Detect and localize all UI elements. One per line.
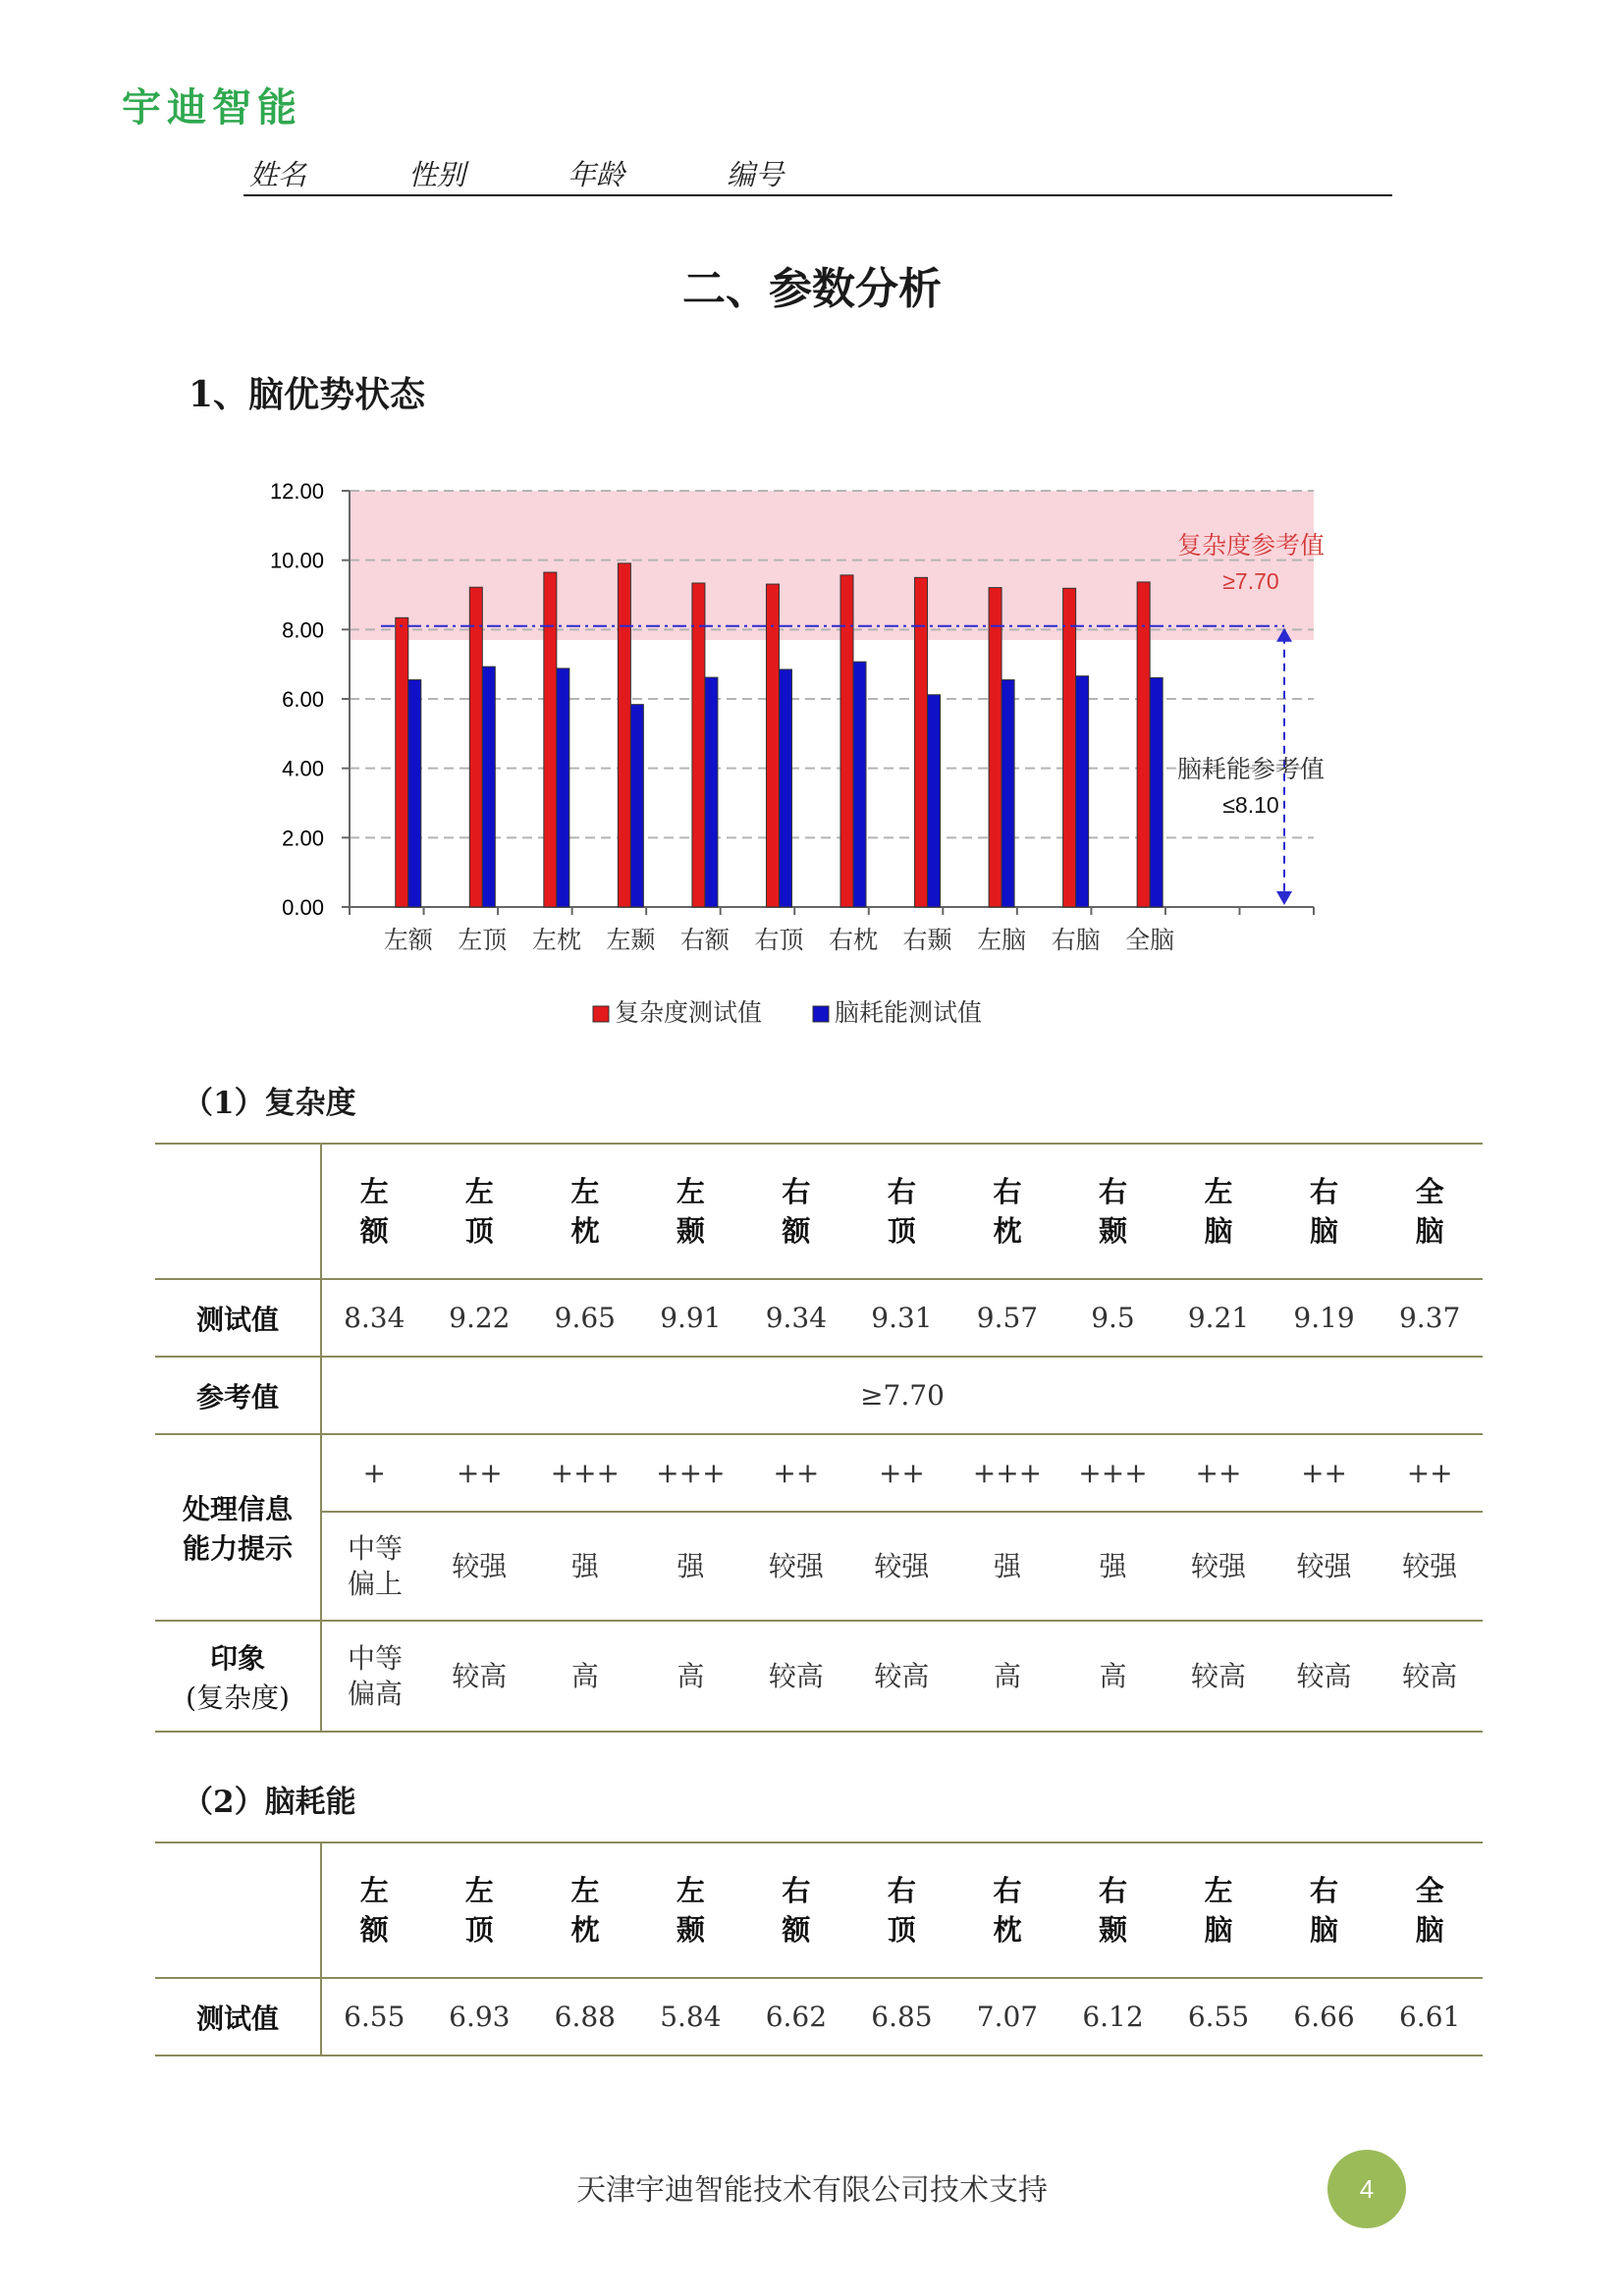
column-header [532, 1144, 638, 1279]
complexity-table [155, 1143, 1483, 1733]
column-header-char: 脑 [1415, 1214, 1444, 1248]
energy-test-value: 6.93 [427, 1978, 533, 2056]
column-header-char: 左 [570, 1175, 600, 1208]
patient-info-header [244, 147, 1392, 196]
column-header-char: 枕 [993, 1214, 1022, 1248]
y-tick-label: 6.00 [282, 687, 324, 712]
column-header [1165, 1144, 1272, 1279]
column-header [638, 1144, 744, 1279]
complexity-bar [766, 584, 779, 907]
impression-word-line: 高 [1099, 1659, 1127, 1692]
impression-word-line: 中等 [348, 1641, 404, 1675]
footer-text: 天津宇迪智能技术有限公司技术支持 [576, 2173, 1048, 2208]
impression-word [743, 1621, 849, 1732]
id-field-label: 编号 [727, 158, 785, 191]
x-category-label: 全脑 [1125, 926, 1175, 954]
column-header-char: 左 [1204, 1175, 1233, 1208]
x-category-label: 右枕 [828, 926, 879, 954]
legend-label-energy: 脑耗能测试值 [835, 998, 983, 1027]
column-header [743, 1144, 849, 1279]
legend-swatch-energy [813, 1006, 829, 1022]
impression-word-line: 高 [677, 1659, 705, 1692]
impression-label [155, 1621, 321, 1732]
column-header-char: 左 [1204, 1874, 1233, 1907]
impression-word-line: 较高 [1191, 1659, 1247, 1692]
column-header-char: 额 [782, 1913, 811, 1947]
column-header [1377, 1842, 1483, 1978]
energy-test-value: 6.85 [849, 1978, 955, 2056]
impression-label-line: 印象 [209, 1641, 265, 1675]
complexity-test-value: 9.31 [849, 1279, 955, 1357]
x-category-label: 右额 [679, 926, 730, 954]
column-header-char: 脑 [1415, 1913, 1444, 1947]
impression-word-line: 高 [993, 1659, 1021, 1692]
column-header-char: 右 [782, 1874, 811, 1907]
column-header-char: 枕 [570, 1214, 600, 1248]
column-header [427, 1842, 533, 1978]
impression-word [638, 1621, 744, 1732]
impression-label-line: (复杂度) [186, 1681, 290, 1714]
column-header-char: 脑 [1204, 1214, 1233, 1248]
ability-word-line: 强 [993, 1549, 1021, 1582]
ability-word-line: 中等 [348, 1531, 404, 1565]
complexity-bar [469, 587, 482, 907]
energy-test-row [155, 1978, 1483, 2056]
energy-test-value: 6.55 [1165, 1978, 1272, 2056]
ability-mark: ++ [1165, 1434, 1272, 1512]
x-category-label: 左脑 [977, 926, 1027, 954]
column-header [1272, 1842, 1378, 1978]
y-tick-label: 8.00 [282, 617, 324, 643]
complexity-bar [692, 583, 705, 907]
column-header-char: 左 [359, 1874, 389, 1907]
energy-test-value: 6.88 [532, 1978, 638, 2056]
energy-test-value: 6.12 [1060, 1978, 1166, 2056]
ability-mark: ++ [1377, 1434, 1483, 1512]
header-corner-cell [155, 1842, 321, 1978]
x-category-label: 左颞 [606, 926, 656, 954]
column-header-char: 右 [993, 1874, 1022, 1907]
column-header-char: 颞 [1098, 1913, 1127, 1947]
energy-bar [557, 668, 569, 907]
impression-word [532, 1621, 638, 1732]
column-header-char: 左 [676, 1175, 705, 1208]
column-header-char: 额 [359, 1214, 389, 1248]
column-header [743, 1842, 849, 1978]
complexity-bar [544, 572, 557, 907]
complexity-test-value: 9.34 [743, 1279, 849, 1357]
complexity-test-row [155, 1279, 1483, 1357]
column-header-char: 右 [1098, 1175, 1127, 1208]
complexity-test-value: 9.22 [427, 1279, 533, 1357]
energy-bar [779, 669, 791, 907]
complexity-impression-row [155, 1621, 1483, 1732]
complexity-marks-row [155, 1434, 1483, 1512]
ability-mark: +++ [1060, 1434, 1166, 1512]
energy-bar [1150, 677, 1163, 907]
ability-word-line: 较强 [768, 1549, 824, 1582]
ability-word-line: 较强 [1296, 1549, 1352, 1582]
ability-word-line: 较强 [1402, 1549, 1458, 1582]
column-header-char: 右 [1310, 1874, 1339, 1907]
column-header-char: 左 [570, 1874, 600, 1907]
energy-test-value: 7.07 [954, 1978, 1060, 2056]
column-header-char: 右 [887, 1874, 916, 1907]
x-category-label: 左枕 [531, 926, 581, 954]
column-header-char: 全 [1415, 1874, 1444, 1907]
brain-dominance-chart [236, 461, 1375, 1050]
ability-word-line: 强 [677, 1549, 705, 1582]
column-header [321, 1144, 427, 1279]
ability-word [743, 1512, 849, 1621]
y-tick-label: 10.00 [269, 548, 324, 573]
column-header [427, 1144, 533, 1279]
column-header [532, 1842, 638, 1978]
impression-word-line: 较高 [768, 1659, 824, 1692]
complexity-test-value: 9.21 [1165, 1279, 1272, 1357]
x-category-label: 右顶 [754, 926, 804, 954]
complexity-ref-row [155, 1357, 1483, 1434]
column-header-char: 右 [887, 1175, 916, 1208]
column-header-char: 颞 [676, 1913, 705, 1947]
impression-word-line: 较高 [874, 1659, 930, 1692]
column-header-char: 脑 [1204, 1913, 1233, 1947]
column-header-char: 左 [464, 1175, 494, 1208]
column-header-char: 枕 [993, 1913, 1022, 1947]
gender-field-label: 性别 [408, 158, 466, 191]
ability-word [1165, 1512, 1272, 1621]
name-field-label: 姓名 [249, 158, 307, 191]
energy-test-value: 6.61 [1377, 1978, 1483, 2056]
column-header [849, 1144, 955, 1279]
column-header-char: 顶 [464, 1913, 494, 1947]
column-header-char: 颞 [676, 1214, 705, 1248]
ability-word-line: 强 [1099, 1549, 1127, 1582]
complexity-test-value: 9.19 [1272, 1279, 1378, 1357]
complexity-bar [1063, 588, 1076, 907]
impression-word-line: 较高 [1296, 1659, 1352, 1692]
ability-word-line: 偏上 [348, 1567, 404, 1600]
column-header-char: 左 [676, 1874, 705, 1907]
legend-label-complexity: 复杂度测试值 [615, 998, 763, 1027]
ability-mark: + [321, 1434, 427, 1512]
energy-bar [630, 705, 643, 907]
impression-word-line: 偏高 [348, 1677, 404, 1710]
ability-mark: ++ [849, 1434, 955, 1512]
complexity-ref-value: ≥7.70 [1222, 568, 1279, 594]
column-header-char: 右 [1310, 1175, 1339, 1208]
energy-bar [1076, 676, 1089, 907]
ability-word [638, 1512, 744, 1621]
page-number-badge: 4 [1327, 2150, 1406, 2228]
complexity-header-row [155, 1144, 1483, 1279]
subsection-title: 1、脑优势状态 [189, 374, 426, 415]
complexity-ability-row [155, 1512, 1483, 1621]
column-header-char: 右 [1098, 1874, 1127, 1907]
impression-word [1272, 1621, 1378, 1732]
column-header-char: 额 [359, 1913, 389, 1947]
energy-test-value: 6.62 [743, 1978, 849, 2056]
column-header-char: 顶 [464, 1214, 494, 1248]
impression-word [321, 1621, 427, 1732]
ability-word [1272, 1512, 1378, 1621]
ability-mark: ++ [1272, 1434, 1378, 1512]
ability-word [849, 1512, 955, 1621]
column-header [1377, 1144, 1483, 1279]
energy-table-title: （2）脑耗能 [183, 1785, 356, 1820]
legend-swatch-complexity [593, 1006, 609, 1022]
complexity-bar [989, 588, 1001, 907]
complexity-test-value: 9.65 [532, 1279, 638, 1357]
x-category-label: 右颞 [902, 926, 952, 954]
ability-word-line: 较强 [1191, 1549, 1247, 1582]
impression-word [849, 1621, 955, 1732]
arrow-down-icon [1276, 891, 1292, 905]
energy-bar [1001, 680, 1014, 907]
impression-word-line: 较高 [452, 1659, 508, 1692]
y-tick-label: 12.00 [269, 479, 324, 504]
impression-word [1060, 1621, 1166, 1732]
ability-mark: ++ [427, 1434, 533, 1512]
column-header-char: 顶 [887, 1214, 916, 1248]
y-tick-label: 2.00 [282, 826, 324, 851]
complexity-bar [1137, 582, 1150, 907]
column-header [1060, 1144, 1166, 1279]
complexity-test-value: 8.34 [321, 1279, 427, 1357]
ability-label-line: 处理信息 [182, 1493, 293, 1525]
energy-test-value: 5.84 [638, 1978, 744, 2056]
column-header [1165, 1842, 1272, 1978]
column-header-char: 脑 [1310, 1214, 1339, 1248]
column-header [849, 1842, 955, 1978]
y-tick-label: 4.00 [282, 756, 324, 781]
ability-word-line: 较强 [874, 1549, 930, 1582]
x-category-label: 右脑 [1051, 926, 1101, 954]
column-header [1060, 1842, 1166, 1978]
ability-word [1060, 1512, 1166, 1621]
energy-bar [408, 680, 421, 907]
impression-word-line: 高 [570, 1659, 599, 1692]
column-header-char: 顶 [887, 1913, 916, 1947]
column-header-char: 右 [782, 1175, 811, 1208]
column-header [321, 1842, 427, 1978]
ability-label-line: 能力提示 [182, 1532, 293, 1565]
ability-word [1377, 1512, 1483, 1621]
complexity-test-value: 9.57 [954, 1279, 1060, 1357]
column-header-char: 颞 [1098, 1214, 1127, 1248]
ability-word [532, 1512, 638, 1621]
column-header-char: 脑 [1310, 1913, 1339, 1947]
column-header-char: 额 [782, 1214, 811, 1248]
header-corner-cell [155, 1144, 321, 1279]
impression-word [427, 1621, 533, 1732]
brand-logo: 宇迪智能 [122, 85, 302, 131]
complexity-ref-label: 复杂度参考值 [1176, 531, 1326, 560]
complexity-test-value: 9.91 [638, 1279, 744, 1357]
chart-svg [236, 461, 1375, 1050]
impression-word [954, 1621, 1060, 1732]
column-header-char: 全 [1415, 1175, 1444, 1208]
impression-word [1165, 1621, 1272, 1732]
energy-ref-value: ≤8.10 [1222, 792, 1279, 818]
energy-bar [705, 677, 718, 907]
ref-value-label: 参考值 [155, 1357, 321, 1434]
energy-table [155, 1842, 1483, 2056]
energy-bar [482, 667, 495, 907]
y-tick-label: 0.00 [282, 895, 324, 920]
complexity-ref-band [350, 491, 1314, 640]
energy-bar [928, 695, 941, 907]
impression-word-line: 较高 [1402, 1659, 1458, 1692]
complexity-bar [840, 575, 853, 907]
energy-test-value: 6.66 [1272, 1978, 1378, 2056]
column-header-char: 左 [359, 1175, 389, 1208]
ability-word [954, 1512, 1060, 1621]
ability-word-line: 强 [570, 1549, 599, 1582]
energy-bar [853, 662, 866, 907]
test-value-label: 测试值 [155, 1978, 321, 2056]
complexity-test-value: 9.37 [1377, 1279, 1483, 1357]
energy-test-value: 6.55 [321, 1978, 427, 2056]
ref-value: ≥7.70 [321, 1357, 1483, 1434]
column-header-char: 枕 [570, 1913, 600, 1947]
energy-ref-label: 脑耗能参考值 [1176, 755, 1326, 783]
x-category-label: 左额 [383, 926, 433, 954]
ability-mark: +++ [954, 1434, 1060, 1512]
impression-word [1377, 1621, 1483, 1732]
ability-word-line: 较强 [452, 1549, 508, 1582]
column-header-char: 左 [464, 1874, 494, 1907]
ability-word [321, 1512, 427, 1621]
ability-word [427, 1512, 533, 1621]
x-category-label: 左顶 [458, 926, 508, 954]
complexity-test-value: 9.5 [1060, 1279, 1166, 1357]
complexity-bar [396, 617, 408, 907]
column-header [1272, 1144, 1378, 1279]
age-field-label: 年龄 [568, 158, 625, 191]
energy-header-row [155, 1842, 1483, 1978]
column-header-char: 右 [993, 1175, 1022, 1208]
test-value-label: 测试值 [155, 1279, 321, 1357]
ability-mark: ++ [743, 1434, 849, 1512]
ability-mark: +++ [532, 1434, 638, 1512]
section-title: 二、参数分析 [682, 264, 942, 314]
complexity-bar [618, 563, 630, 907]
column-header [954, 1144, 1060, 1279]
column-header [954, 1842, 1060, 1978]
complexity-table-title: （1）复杂度 [183, 1086, 356, 1121]
ability-label [155, 1434, 321, 1621]
ability-mark: +++ [638, 1434, 744, 1512]
column-header [638, 1842, 744, 1978]
